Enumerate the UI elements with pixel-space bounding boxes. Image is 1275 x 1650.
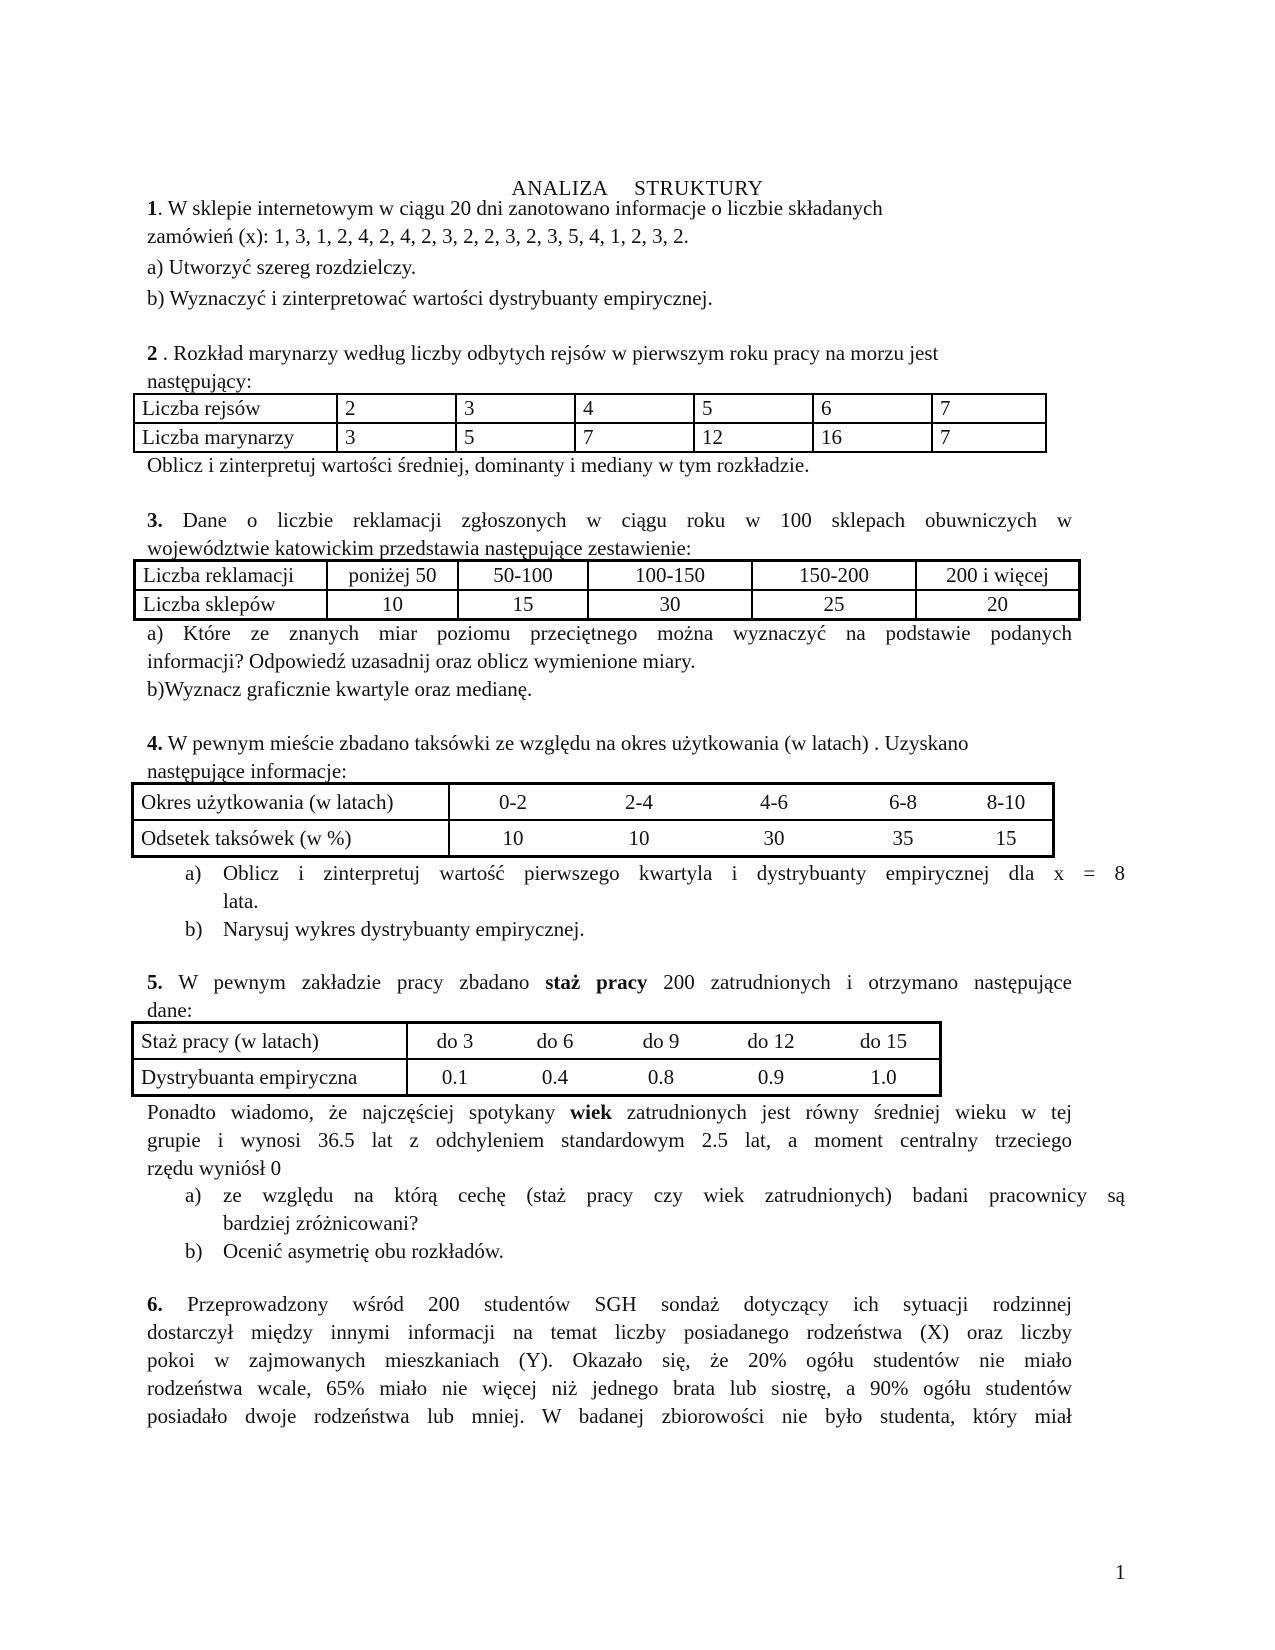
row-label: Liczba sklepów	[135, 590, 328, 620]
problem-text: województwie katowickim przedstawia następujące zestawienie:	[147, 536, 692, 560]
table-cell: 20	[916, 590, 1080, 620]
subtask-a-cont: informacji? Odpowiedź uzasadnij oraz oblicz wymienione miary.	[147, 649, 696, 673]
problem-5	[147, 968, 1072, 1024]
subtask-a-cont: lata.	[223, 889, 259, 913]
problem-number: 4.	[147, 731, 163, 755]
problem-number: 3.	[147, 508, 163, 532]
problem-text: Przeprowadzony wśród 200 studentów SGH sondaż dotyczący ich sytuacji rodzinnej	[162, 1292, 1072, 1316]
table-cell: 0.8	[647, 1064, 675, 1089]
title-word-1: ANALIZA	[511, 176, 609, 200]
title-word-2: STRUKTURY	[634, 176, 764, 200]
list-item	[185, 859, 1125, 915]
table-cell: 5	[456, 423, 575, 452]
subtask-a: a) Utworzyć szereg rozdzielczy.	[147, 255, 417, 279]
list-item	[185, 1181, 1125, 1237]
table-cell: 5	[694, 394, 813, 423]
table-cell: do 3	[407, 1023, 502, 1060]
problem-text: zatrudnionych jest równy średniej wieku w tej	[611, 1100, 1072, 1124]
problem-text: Oblicz i zinterpretuj wartości średniej, dominanty i mediany w tym rozkładzie.	[147, 453, 810, 477]
problem-text: rzędu wyniósł 0	[147, 1156, 282, 1180]
problem-text: Ponadto wiadomo, że najczęściej spotykany	[147, 1100, 570, 1124]
table-row	[133, 784, 1054, 821]
problem-text: posiadało dwoje rodzeństwa lub mniej. W badanej zbiorowości nie było studenta, który miał	[147, 1404, 1072, 1428]
subtask-b: Narysuj wykres dystrybuanty empirycznej.	[223, 917, 585, 941]
table-cell: 12	[694, 423, 813, 452]
table-staz	[131, 1021, 942, 1097]
problem-text: pokoi w zajmowanych mieszkaniach (Y). Okazało się, że 20% ogółu studentów nie miało	[147, 1348, 1072, 1372]
table-cell: 4-6	[702, 784, 846, 821]
problem-number: 1	[147, 196, 158, 220]
list-label: b)	[185, 1239, 203, 1263]
table-cell: 4	[575, 394, 694, 423]
problem-text: rodzeństwa wcale, 65% miało nie więcej niż jednego brata lub siostrę, a 90% ogółu studentów	[147, 1376, 1072, 1400]
table-cell: 6-8	[846, 784, 960, 821]
subtask-a: a) Które ze znanych miar poziomu przeciętnego można wyznaczyć na podstawie podanych	[147, 621, 1072, 645]
table-cell: 30	[588, 590, 752, 620]
table-rejsy	[133, 393, 1047, 453]
problem-3	[147, 506, 1072, 562]
table-reklamacje	[133, 559, 1081, 621]
table-cell: 8-10	[960, 784, 1054, 821]
problem-text: następujące informacje:	[147, 759, 347, 783]
row-label: Liczba reklamacji	[135, 561, 328, 591]
table-row	[133, 820, 1054, 857]
subtask-b: b)Wyznacz graficznie kwartyle oraz medianę.	[147, 677, 533, 701]
table-cell: 7	[932, 394, 1046, 423]
table-cell: 30	[763, 825, 785, 850]
table-cell: 35	[892, 825, 914, 850]
emphasis: staż pracy	[545, 970, 648, 994]
table-cell: 15	[995, 825, 1017, 850]
problem-text: W pewnym mieście zbadano taksówki ze względu na okres użytkowania (w latach) . Uzyskano	[162, 731, 969, 755]
row-label: Liczba rejsów	[134, 394, 337, 423]
table-cell: 10	[502, 825, 524, 850]
table-cell: 16	[813, 423, 932, 452]
row-label: Dystrybuanta empiryczna	[133, 1059, 408, 1096]
table-row	[134, 394, 1046, 423]
problem-2-question	[147, 451, 1125, 479]
table-cell: 1.0	[870, 1064, 897, 1089]
row-label: Odsetek taksówek (w %)	[133, 820, 450, 857]
subtask-b: Ocenić asymetrię obu rozkładów.	[223, 1239, 504, 1263]
problem-3-questions	[147, 619, 1072, 703]
list-item	[185, 1237, 1125, 1265]
problem-5-info	[147, 1098, 1072, 1182]
problem-4-subtasks	[185, 859, 1125, 943]
table-row	[135, 590, 1080, 620]
table-cell: 0.4	[541, 1064, 569, 1089]
table-cell: do 15	[828, 1023, 941, 1060]
problem-text: . Rozkład marynarzy według liczby odbytych rejsów w pierwszym roku pracy na morzu jest	[157, 341, 939, 365]
problem-text: następujący:	[147, 369, 252, 393]
table-cell: 50-100	[458, 561, 588, 591]
problem-text: zamówień (x): 1, 3, 1, 2, 4, 2, 4, 2, 3, 2, 2, 3, 2, 3, 5, 4, 1, 2, 3, 2.	[147, 224, 689, 248]
table-cell: 200 i więcej	[916, 561, 1080, 591]
problem-text: dane:	[147, 998, 193, 1022]
table-cell: 10	[628, 825, 650, 850]
table-row	[133, 1023, 941, 1060]
row-label: Staż pracy (w latach)	[133, 1023, 408, 1060]
problem-5-subtasks	[185, 1181, 1125, 1265]
page-number: 1	[1115, 1560, 1126, 1584]
table-cell: 150-200	[752, 561, 916, 591]
list-label: a)	[185, 861, 202, 885]
table-cell: 0.9	[757, 1064, 785, 1089]
list-item	[185, 915, 1125, 943]
problem-1	[147, 194, 1125, 312]
table-cell: 7	[932, 423, 1046, 452]
table-cell: do 9	[608, 1023, 714, 1060]
table-row	[134, 423, 1046, 452]
problem-number: 2	[147, 341, 158, 365]
table-row	[135, 561, 1080, 591]
problem-2	[147, 339, 1125, 395]
table-taksowki	[131, 782, 1055, 858]
table-cell: 0-2	[449, 784, 576, 821]
table-cell: 100-150	[588, 561, 752, 591]
table-cell: 0.1	[441, 1064, 469, 1089]
subtask-b: b) Wyznaczyć i zinterpretować wartości dystrybuanty empirycznej.	[147, 286, 713, 310]
list-label: a)	[185, 1183, 202, 1207]
list-label: b)	[185, 917, 203, 941]
row-label: Okres użytkowania (w latach)	[133, 784, 450, 821]
table-cell: 2-4	[576, 784, 702, 821]
table-row	[133, 1059, 941, 1096]
table-cell: 2	[337, 394, 456, 423]
table-cell: 6	[813, 394, 932, 423]
subtask-a: ze względu na którą cechę (staż pracy czy wiek zatrudnionych) badani pracownicy są	[223, 1183, 1125, 1207]
problem-4	[147, 729, 1125, 785]
subtask-a-cont: bardziej zróżnicowani?	[223, 1211, 419, 1235]
problem-text: W pewnym zakładzie pracy zbadano	[162, 970, 546, 994]
table-cell: 3	[456, 394, 575, 423]
problem-text: grupie i wynosi 36.5 lat z odchyleniem standardowym 2.5 lat, a moment centralny trzeciego	[147, 1128, 1072, 1152]
problem-text: Dane o liczbie reklamacji zgłoszonych w ciągu roku w 100 sklepach obuwniczych w	[162, 508, 1072, 532]
table-cell: do 12	[714, 1023, 828, 1060]
problem-6	[147, 1290, 1072, 1430]
table-cell: do 6	[502, 1023, 608, 1060]
table-cell: 7	[575, 423, 694, 452]
problem-number: 5.	[147, 970, 163, 994]
table-cell: 10	[327, 590, 458, 620]
problem-text: dostarczył między innymi informacji na temat liczby posiadanego rodzeństwa (X) oraz liczby	[147, 1320, 1072, 1344]
problem-number: 6.	[147, 1292, 163, 1316]
table-cell: 15	[458, 590, 588, 620]
subtask-a: Oblicz i zinterpretuj wartość pierwszego kwartyla i dystrybuanty empirycznej dla x = 8	[223, 861, 1125, 885]
problem-text: . W sklepie internetowym w ciągu 20 dni zanotowano informacje o liczbie składanych	[157, 196, 883, 220]
row-label: Liczba marynarzy	[134, 423, 337, 452]
table-cell: 25	[752, 590, 916, 620]
table-cell: poniżej 50	[327, 561, 458, 591]
emphasis: wiek	[569, 1100, 612, 1124]
table-cell: 3	[337, 423, 456, 452]
problem-text: 200 zatrudnionych i otrzymano następujące	[647, 970, 1072, 994]
